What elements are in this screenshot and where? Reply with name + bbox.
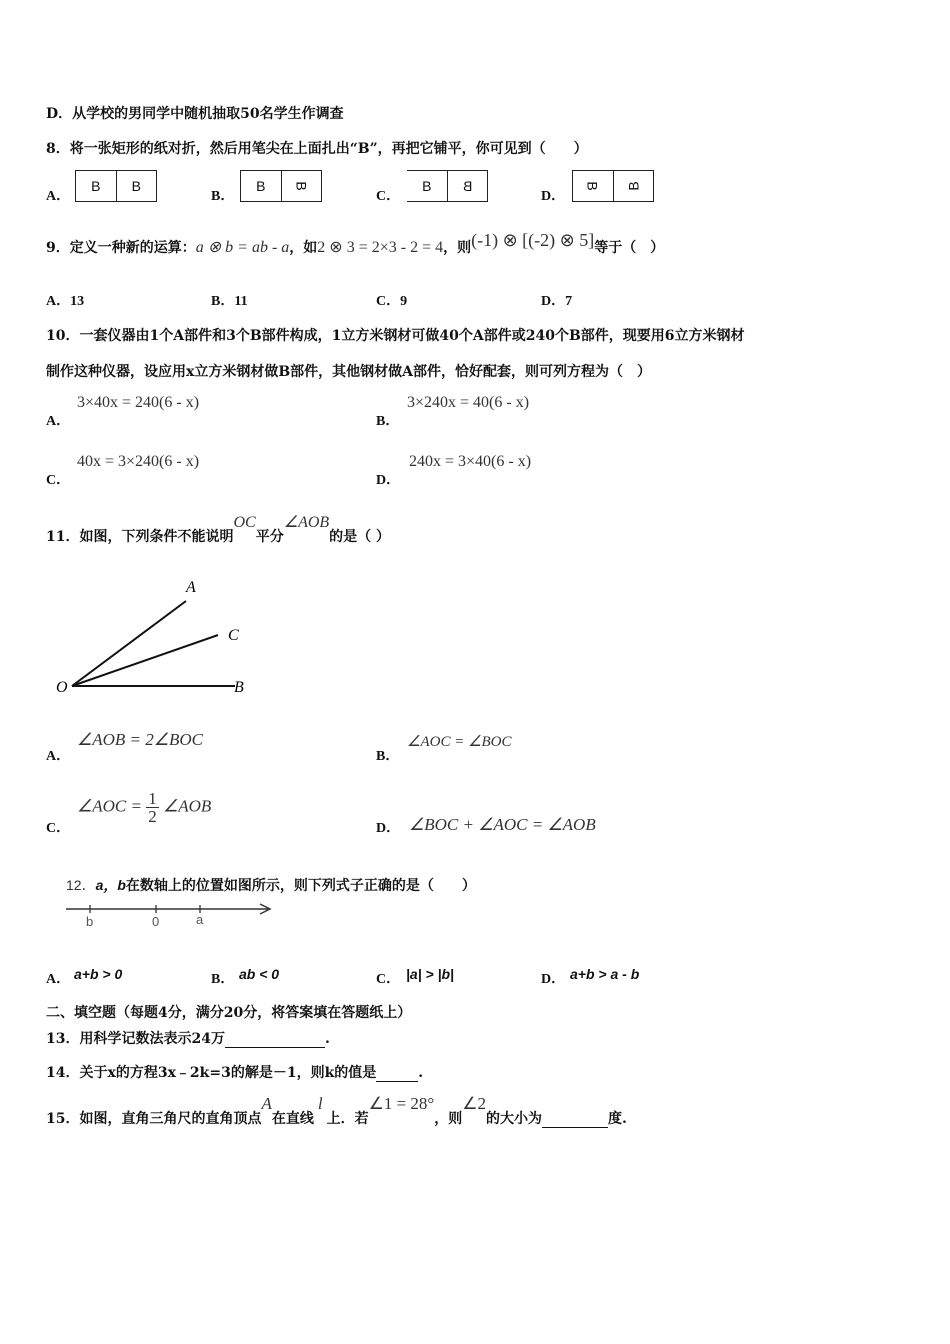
q8-c-right: B [462,178,472,194]
q13-end: . [324,1031,330,1047]
ray-oc [72,635,218,686]
q9-option-b: B．11 [211,294,248,309]
q9-option-a: A．13 [46,294,85,309]
q11-c-fraction [146,790,159,825]
q8-option-c-figure [407,170,488,202]
q12-stem [66,875,476,895]
q11-prefix: 11．如图，下列条件不能说明 [46,529,234,545]
q14-text: 14．关于x的方程3x﹣2k=3的解是－1，则k的值是 [46,1065,377,1081]
q10-option-b-label: B． [376,414,400,429]
q11-aob: ∠AOB [283,514,330,531]
q9-prefix: 9．定义一种新的运算： [46,240,196,256]
q11-c-right: ∠AOB [162,796,212,816]
q14 [46,1062,423,1082]
q11-c-numerator: 1 [148,789,157,808]
q15-angle2: ∠2 [462,1094,486,1113]
q8-a-right: B [116,171,157,201]
q15-text-b: 在直线 [271,1111,314,1127]
axis-label-b: b [86,914,94,929]
q11-mid: 平分 [255,529,284,545]
q8-d-left: B [584,181,601,191]
q10-option-d-equation: 240x = 3×40(6 - x) [409,453,532,470]
q13 [46,1028,330,1048]
q15-answer-blank[interactable] [542,1108,608,1128]
q10-option-a-equation: 3×40x = 240(6 - x) [77,394,200,411]
q11-option-a-text: ∠AOB = 2∠BOC [77,730,203,749]
point-b-label: B [234,679,244,696]
axis-label-zero: 0 [152,914,160,929]
q10-stem-line1: 10．一套仪器由1个A部件和3个B部件构成，1立方米钢材可做40个A部件或240个B部件，现要用6立方米钢材 [46,328,745,344]
q8-option-a-label: A． [46,189,71,204]
q15 [46,1094,627,1127]
point-a-label: A [186,579,196,596]
q15-text-c: 上．若 [326,1111,369,1127]
q15-text-e: 的大小为 [486,1111,542,1127]
q11-stem [46,512,391,545]
q9-option-d: D．7 [541,294,573,309]
q12-option-a-text: a+b > 0 [74,966,123,982]
q15-line-l: l [317,1094,323,1113]
q12-option-d-text: a+b > a - b [570,966,640,982]
q8-option-c-label: C． [376,189,401,204]
q13-answer-blank[interactable] [225,1031,325,1048]
q8-c-left: B [422,178,432,194]
q15-text-a: 15．如图，直角三角尺的直角顶点 [46,1111,262,1127]
q12-option-c-text: |a| > |b| [406,966,454,982]
q12-option-d-label: D． [541,972,566,987]
q14-answer-blank[interactable] [376,1065,418,1082]
q9-then: ，则 [443,240,472,256]
q11-c-left: ∠AOC = [77,796,142,816]
q15-text-d: ，则 [434,1111,463,1127]
q11-option-d-text: ∠BOC + ∠AOC = ∠AOB [409,815,596,834]
q12-option-b-text: ab < 0 [239,966,280,982]
section-2-heading: 二、填空题（每题4分，满分20分，将答案填在答题纸上） [46,1005,412,1021]
q9-suffix: 等于（ ） [594,240,665,256]
q12-option-c-label: C． [376,972,401,987]
q10-option-b-equation: 3×240x = 40(6 - x) [407,394,530,411]
q12-text: 在数轴上的位置如图所示，则下列式子正确的是（ ） [125,878,476,894]
q15-point-a: A [261,1094,272,1113]
q8-a-left: B [91,178,101,194]
q10-option-c-equation: 40x = 3×240(6 - x) [77,453,200,470]
q12-number-line [64,900,276,930]
q11-option-d-label: D． [376,821,401,836]
q8-option-b-figure [240,170,322,202]
q11-suffix: 的是（ ） [329,529,391,545]
q12-option-a-label: A． [46,972,71,987]
q11-option-c-text [77,790,211,825]
q11-oc: OC [233,514,256,531]
q9-mid: ，如 [289,240,318,256]
q13-text: 13．用科学记数法表示24万 [46,1031,225,1047]
q11-c-denominator: 2 [148,807,157,826]
point-c-label: C [228,627,239,644]
ray-oa [72,601,186,686]
q10-option-a-label: A． [46,414,71,429]
q8-option-b-label: B． [211,189,235,204]
q8-option-a-figure [75,170,157,202]
q10-stem-line2: 制作这种仪器，设应用x立方米钢材做B部件，其他钢材做A部件，恰好配套，则可列方程为（ ） [46,364,652,380]
q11-angle-figure [50,575,260,700]
q12-vars: a，b [95,877,126,893]
q9-example: 2 ⊗ 3 = 2×3 - 2 = 4 [317,239,444,256]
q9-definition: a ⊗ b = ab - a [195,239,290,256]
q9-stem [46,230,665,257]
q11-option-b-text: ∠AOC = ∠BOC [407,734,512,750]
previous-option-d: D．从学校的男同学中随机抽取50名学生作调查 [46,106,344,122]
q10-option-c-label: C． [46,473,71,488]
q10-option-d-label: D． [376,473,401,488]
q11-option-c-label: C． [46,821,71,836]
q8-b-right: B [293,181,310,191]
q15-angle1: ∠1 = 28° [368,1094,435,1113]
q12-number: 12． [66,877,96,893]
q8-b-left: B [256,178,266,194]
point-o-label: O [56,679,68,696]
q8-option-d-figure [572,170,654,202]
q9-expression: (-1) ⊗ [(-2) ⊗ 5] [471,230,595,250]
q11-option-b-label: B． [376,749,400,764]
q8-option-d-label: D． [541,189,566,204]
axis-label-a: a [196,912,204,927]
q8-stem: 8．将一张矩形的纸对折，然后用笔尖在上面扎出“B”，再把它铺平，你可见到（ ） [46,141,588,157]
q15-text-f: 度. [608,1111,627,1127]
q14-end: . [418,1065,424,1081]
q8-d-right: B [625,181,642,191]
q9-option-c: C．9 [376,294,408,309]
q11-option-a-label: A． [46,749,71,764]
q12-option-b-label: B． [211,972,235,987]
